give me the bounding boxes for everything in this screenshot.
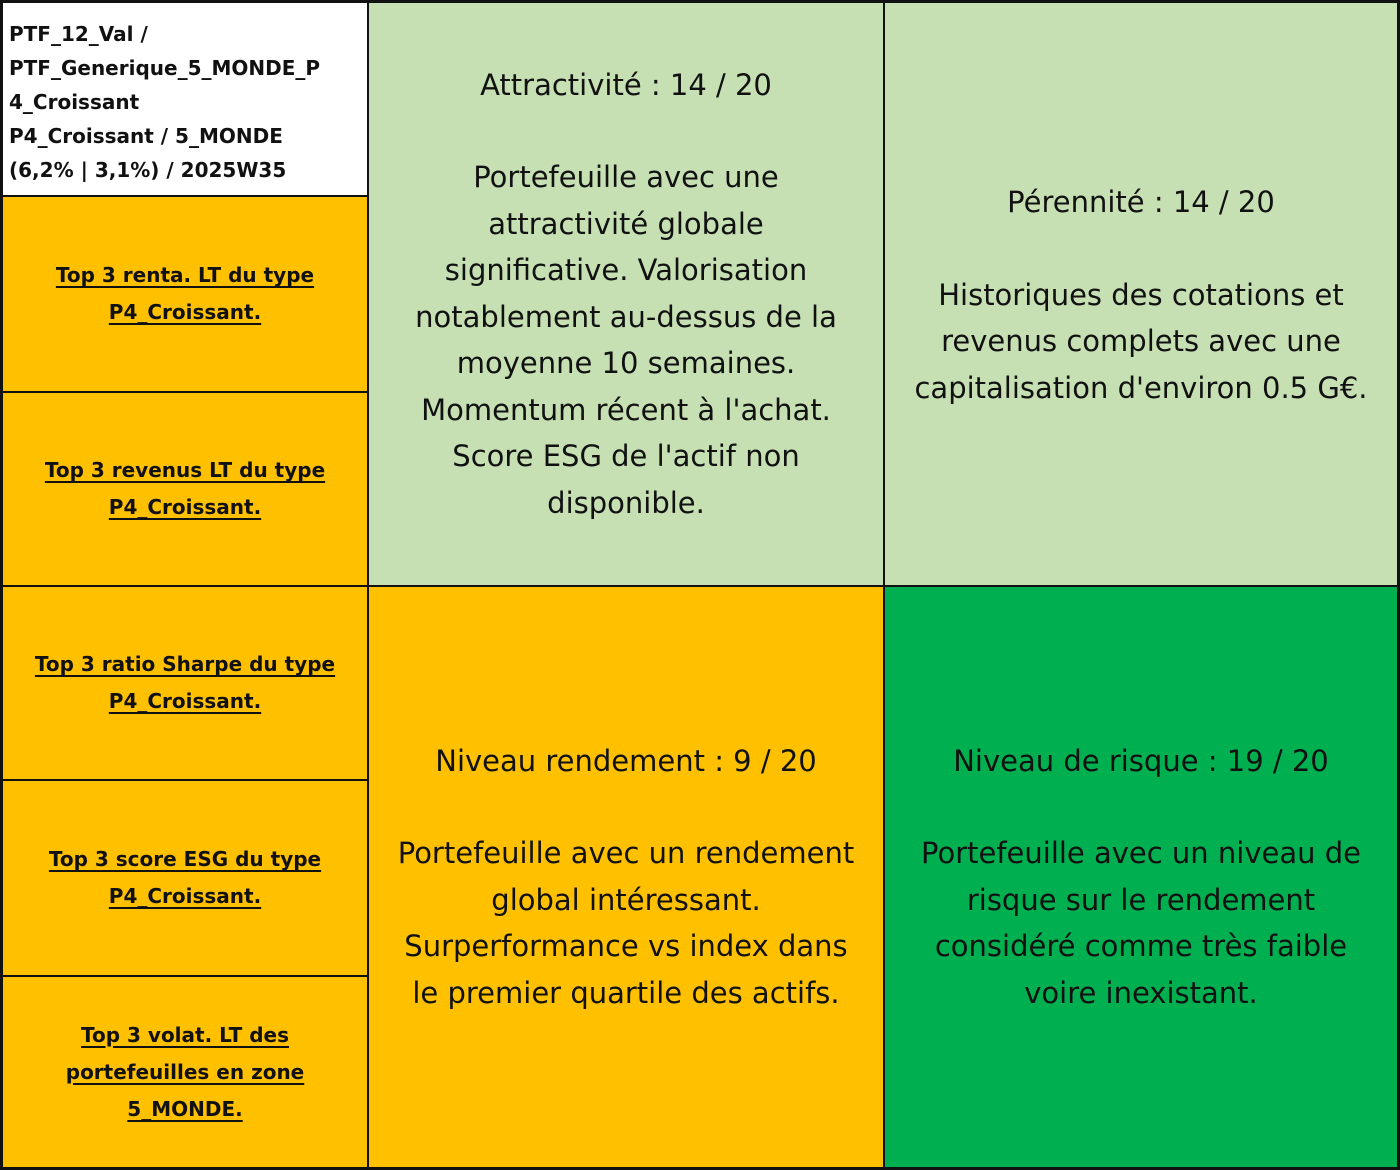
link-cell-top-sharpe	[2, 586, 368, 780]
link-cell-top-renta	[2, 196, 368, 392]
link-cell-top-volat	[2, 976, 368, 1168]
header-line: PTF_12_Val /	[9, 22, 148, 46]
perennite-panel	[884, 2, 1398, 586]
top-esg-link[interactable]: Top 3 score ESG du type P4_Croissant.	[48, 847, 322, 908]
risque-panel	[884, 586, 1398, 1168]
header-line: (6,2% | 3,1%) / 2025W35	[9, 158, 287, 182]
top-revenus-link[interactable]: Top 3 revenus LT du type P4_Croissant.	[44, 458, 326, 519]
risque-title: Niveau de risque : 19 / 20	[953, 743, 1329, 778]
top-volat-link[interactable]: Top 3 volat. LT des portefeuilles en zone 5_MONDE.	[65, 1022, 305, 1121]
rendement-title: Niveau rendement : 9 / 20	[435, 743, 817, 778]
perennite-description: Historiques des cotations et revenus complets avec une capitalisation d'environ 0.5 G€.	[914, 277, 1368, 405]
link-cell-top-esg	[2, 780, 368, 976]
header-line: PTF_Generique_5_MONDE_P	[9, 56, 321, 80]
top-renta-link[interactable]: Top 3 renta. LT du type P4_Croissant.	[55, 263, 315, 324]
link-cell-top-revenus	[2, 392, 368, 586]
header-line: P4_Croissant / 5_MONDE	[9, 124, 283, 148]
header-line: 4_Croissant	[9, 90, 140, 114]
rendement-description: Portefeuille avec un rendement global intéressant. Surperformance vs index dans le premier quartile des actifs.	[397, 836, 855, 1010]
rendement-panel	[368, 586, 884, 1168]
attractivite-title: Attractivité : 14 / 20	[480, 67, 772, 102]
risque-description: Portefeuille avec un niveau de risque sur le rendement considéré comme très faible voire inexistant.	[921, 836, 1361, 1010]
perennite-title: Pérennité : 14 / 20	[1007, 185, 1275, 219]
attractivite-description: Portefeuille avec une attractivité globale significative. Valorisation notablement au-dessus de la moyenne 10 semaines. Momentum récent à l'achat. Score ESG de l'actif non disponible.	[415, 160, 837, 520]
portfolio-header	[2, 2, 368, 196]
attractivite-panel	[368, 2, 884, 586]
top-sharpe-link[interactable]: Top 3 ratio Sharpe du type P4_Croissant.	[34, 652, 336, 713]
